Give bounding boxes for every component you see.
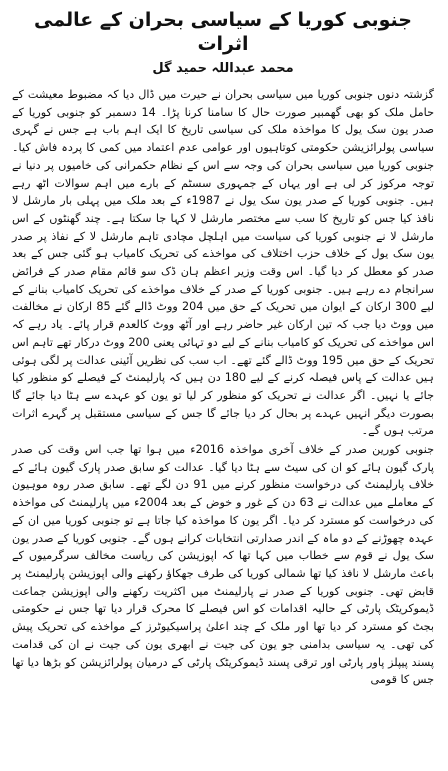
article-headline: جنوبی کوریا کے سیاسی بحران کے عالمی اثرات xyxy=(33,9,412,55)
article-paragraph: جنوبی کورین صدر کے خلاف آخری مواخذہ 2016ء میں ہوا تھا جب اس وقت کی صدر پارک گیون ہائے کو ان کی سیٹ سے ہٹا دیا گیا۔ عدالت کو سابق صدر پارک گیون ہائے کے خلاف پارلیمنٹ کی درخواست منظور کرنے میں 91 دن لگے تھے۔ سابق صدر روہ موہیون کے معاملے میں عدالت نے 63 دن کے غور و خوض کے بعد 2004ء میں پارلیمنٹ کی مواخذہ کی درخواست کو مسترد کر دیا۔ اگر یون کا مواخذہ کیا جاتا ہے تو جنوبی کوریا میں ان کے عہدہ چھوڑنے کے دو ماہ کے اندر صدارتی انتخابات کرانے ہوں گے۔ جنوبی کوریا کے صدر یون سک یول نے قوم سے خطاب میں کہا تھا کہ اپوزیشن کی ریاست مخالف سرگرمیوں کے باعث مارشل لا نافذ کیا تھا شمالی کوریا کی طرف جھکاؤ رکھنے والی اپوزیشن پارلیمنٹ پر قابض تھی۔ جنوبی کوریا کے صدر نے پارلیمنٹ میں اکثریت رکھنے والی اپوزیشن جماعت ڈیموکریٹک پارٹی کے حالیہ اقدامات کو اس فیصلے کا محرک قرار دیا تھا جس نے حکومتی بجٹ کو مسترد کر دیا تھا اور ملک کے چند اعلیٰ پراسیکیوٹرز کے مواخذے کی تحریک پیش کی تھی۔ یہ سیاسی بدامنی جو یون کی جیت نے ابھری یون کی جیت نے ان کی قدامت پسند پیپلز پاور پارٹی اور ترقی پسند ڈیموکریٹک پارٹی کے درمیان پولرائزیشن کو بڑھا دیا تھا جس کا قومی xyxy=(12,443,434,687)
article-paragraph: گزشتہ دنوں جنوبی کوریا میں سیاسی بحران نے حیرت میں ڈال دیا کہ مضبوط معیشت کے حامل ملک کو بھی گھمبیر صورت حال کا سامنا کرنا پڑا۔ 14 دسمبر کو جنوبی کوریا کے صدر یون سک یول کا مواخذہ ملک کی سیاسی تاریخ کا ایک اہم باب ہے جس نے گہری سیاسی پولرائزیشن حکومتی کوتاہیوں اور عوامی عدم اعتماد میں کمی کا پردہ فاش کیا۔ جنوبی کوریا میں سیاسی بحران کی وجہ سے اس کے نظام حکمرانی کی خامیوں پر دنیا نے توجہ مرکوز کر لی ہے اور یہاں کے جمہوری سسٹم کے بارے میں اہم سوالات اٹھ رہے ہیں۔ جنوبی کوریا کے صدر یون سک یول نے 1987ء کے بعد ملک میں پہلی بار مارشل لا نافذ کیا جس کو تاریخ کا سب سے مختصر مارشل لا کہا جا سکتا ہے۔ چند گھنٹوں کے اس مارشل لا نے جنوبی کوریا کی سیاست میں اہلچل مچادی تاہم مارشل لا کے نفاذ پر صدر یون سک یول کے خلاف حزب اختلاف کی مواخذے کی تحریک کامیاب ہو گئی جس کے بعد صدر کو معطل کر دیا گیا۔ اس وقت وزیر اعظم ہان ڈک سو قائم مقام صدر کے فرائض سرانجام دے رہے ہیں۔ جنوبی کوریا کے صدر کے خلاف مواخذے کی تحریک کامیاب بنانے کے لیے 300 ارکان کے ایوان میں تحریک کے حق میں 204 ووٹ ڈالے گئے 85 ارکان نے مخالفت میں ووٹ دیا جب کہ تین ارکان غیر حاضر رہے اور آٹھ ووٹ کالعدم قرار پائے۔ یاد رہے کہ اس مواخذے کی تحریک کو کامیاب بنانے کے لیے دو تہائی یعنی 200 ووٹ درکار تھے تاہم اس تحریک کے حق میں 195 ووٹ ڈالے گئے تھے۔ اب سب کی نظریں آئینی عدالت پر لگی ہوئی ہیں عدالت کے پاس فیصلہ کرنے کے لیے 180 دن ہیں کہ پارلیمنٹ کے فیصلے کو منظور کیا جائے یا نہیں۔ اگر عدالت نے تحریک کو منظور کر لیا تو یون کو عہدے سے ہٹا دیا جائے گا بصورت دیگر انہیں عہدے پر بحال کر دیا جائے گا جس کے سیاسی مستقبل پر گہرے اثرات مرتب ہوں گے۔ xyxy=(12,88,435,438)
article-byline: محمد عبداللہ حمید گل xyxy=(152,61,294,76)
article-body xyxy=(12,86,434,689)
